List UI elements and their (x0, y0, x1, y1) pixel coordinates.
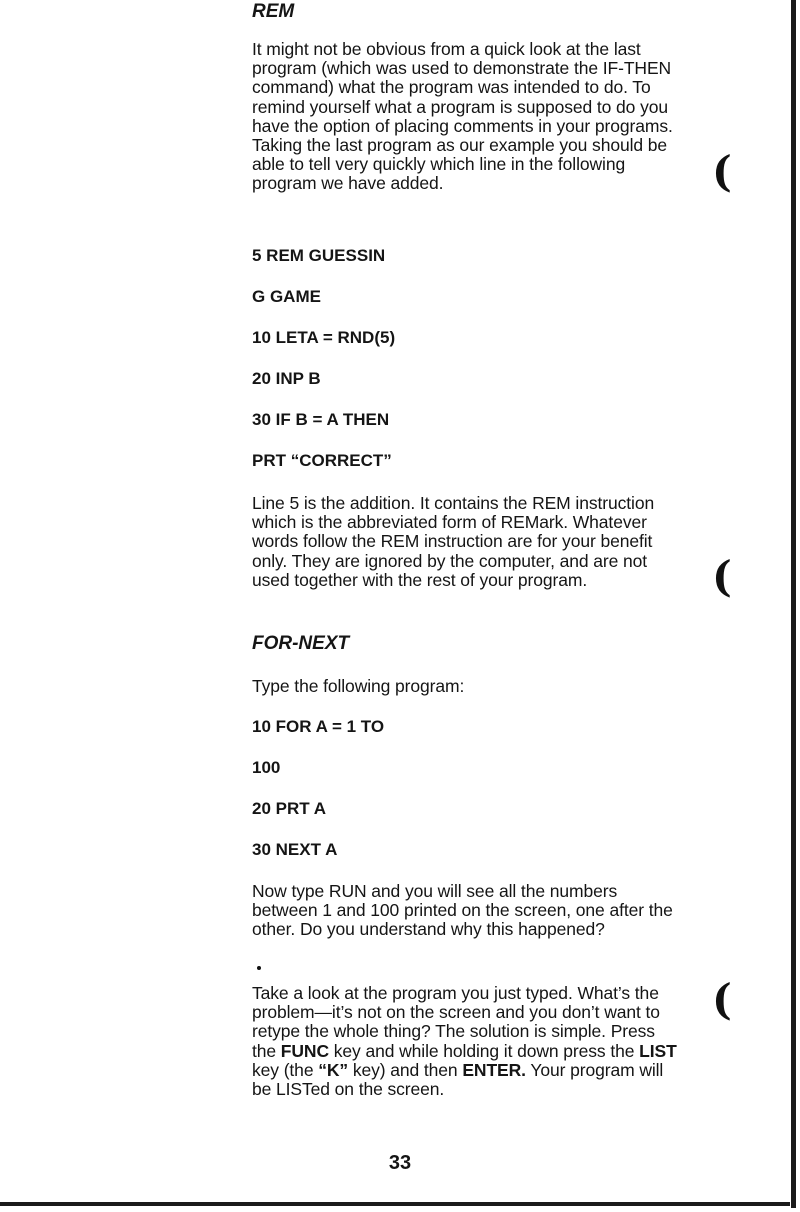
list-text: Your program will be LISTed on the screen. (252, 1059, 664, 1100)
rem-intro-paragraph: It might not be obvious from a quick look at the last program (which was used to demonstrate the IF-THEN command) what the program was intended to do. To remind yourself what a program is supposed to do you have the option of placing comments in your programs. Taking the last program as our example you should be able to tell very quickly which line in the following program we have added. (252, 39, 673, 194)
rem-explanation-paragraph: Line 5 is the addition. It contains the REM instruction which is the abbreviated form of REMark. Whatever words follow the REM instruction are for your benefit only. They are ignored by the computer, and are not used together with the rest of your program. (252, 493, 655, 590)
code-line: 30 IF B = A THEN (252, 410, 390, 429)
binding-hole-mark: ( (712, 147, 732, 196)
for-next-intro: Type the following program: (252, 676, 465, 696)
run-paragraph: Now type RUN and you will see all the numbers between 1 and 100 printed on the screen, one after the other. Do you understand why this happened? (252, 881, 673, 940)
binding-hole-mark: ( (712, 552, 732, 601)
code-line: 100 (252, 758, 281, 777)
code-line: PRT “CORRECT” (252, 451, 392, 470)
stray-dot-mark (257, 966, 261, 970)
list-text: key (the (252, 1059, 319, 1080)
list-text: key and while holding it down press the (329, 1040, 640, 1061)
enter-key-label: ENTER. (462, 1059, 526, 1080)
binding-hole-mark: ( (712, 975, 732, 1024)
func-key-label: FUNC (280, 1040, 330, 1061)
code-line: 30 NEXT A (252, 840, 338, 859)
list-text: key) and then (348, 1059, 463, 1080)
code-line: 10 LETA = RND(5) (252, 328, 396, 347)
list-key-label: LIST (639, 1040, 677, 1061)
code-line: G GAME (252, 287, 321, 306)
page-number: 33 (388, 1152, 412, 1174)
list-paragraph (252, 984, 682, 1099)
code-line: 5 REM GUESSIN (252, 246, 386, 265)
code-line: 10 FOR A = 1 TO (252, 717, 385, 736)
list-text: Take a look at the program you just typed. What’s the problem—it’s not on the screen and you don’t want to retype the whole thing? The solution is simple. Press the (252, 983, 660, 1061)
k-key-label: “K” (318, 1059, 349, 1080)
page-edge-bottom (0, 1202, 790, 1206)
for-next-heading: FOR-NEXT (252, 633, 350, 654)
code-line: 20 PRT A (252, 799, 327, 818)
code-line: 20 INP B (252, 369, 321, 388)
rem-heading: REM (252, 1, 295, 22)
page-edge-right (791, 0, 796, 1208)
